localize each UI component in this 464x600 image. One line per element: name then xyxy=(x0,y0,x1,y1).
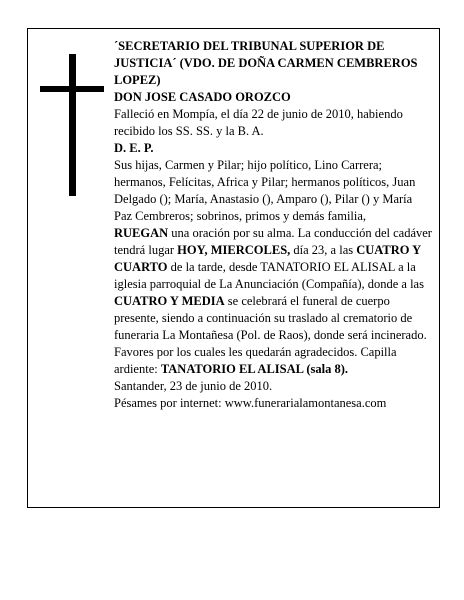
internet-condolences: Pésames por internet: www.funerarialamontanesa.com xyxy=(114,396,387,410)
deceased-name: DON JOSE CASADO OROZCO xyxy=(114,90,291,104)
capilla-ardiente: TANATORIO EL ALISAL (sala 8). xyxy=(160,362,349,376)
cross-icon-bar xyxy=(40,86,104,92)
date-line: Santander, 23 de junio de 2010. xyxy=(114,379,273,393)
cross-icon xyxy=(69,54,76,196)
ruegan: RUEGAN xyxy=(114,226,169,240)
ceremony-details xyxy=(114,225,432,378)
obituary-text xyxy=(114,38,432,412)
ceremony-text-4: se celebrará el funeral de cuerpo presente, siendo a continuación su traslado al crematorio de funeraria La Montañesa (Pol. de Raos), donde será incinerado. Favores por los cuales les quedarán agradecidos. Capilla ardiente: xyxy=(114,294,427,376)
ceremony-text-1: una oración por su alma. La conducción del cadáver tendrá lugar xyxy=(114,226,432,257)
hoy-miercoles: HOY, MIERCOLES, xyxy=(177,243,291,257)
cuatro-y-media: CUATRO Y MEDIA xyxy=(114,294,225,308)
obituary-header: ´SECRETARIO DEL TRIBUNAL SUPERIOR DE JUSTICIA´ (VDO. DE DOÑA CARMEN CEMBREROS LOPEZ) xyxy=(114,39,418,87)
dep: D. E. P. xyxy=(114,141,154,155)
family-list: Sus hijas, Carmen y Pilar; hijo político, Lino Carrera; hermanos, Felícitas, Africa y Pilar; hermanos políticos, Juan Delgado (); María, Anastasio (), Amparo (), Pilar () y María Paz Cembreros; sobrinos, primos y demás familia, xyxy=(114,158,416,223)
death-notice: Falleció en Mompía, el día 22 de junio de 2010, habiendo recibido los SS. SS. y la B. A. xyxy=(114,107,403,138)
ceremony-text-2: día 23, a las xyxy=(290,243,357,257)
cuatro-y-cuarto: CUATRO Y CUARTO xyxy=(114,243,421,274)
ceremony-text-3: de la tarde, desde TANATORIO EL ALISAL a la iglesia parroquial de La Anunciación (Compañía), donde a las xyxy=(114,260,424,291)
